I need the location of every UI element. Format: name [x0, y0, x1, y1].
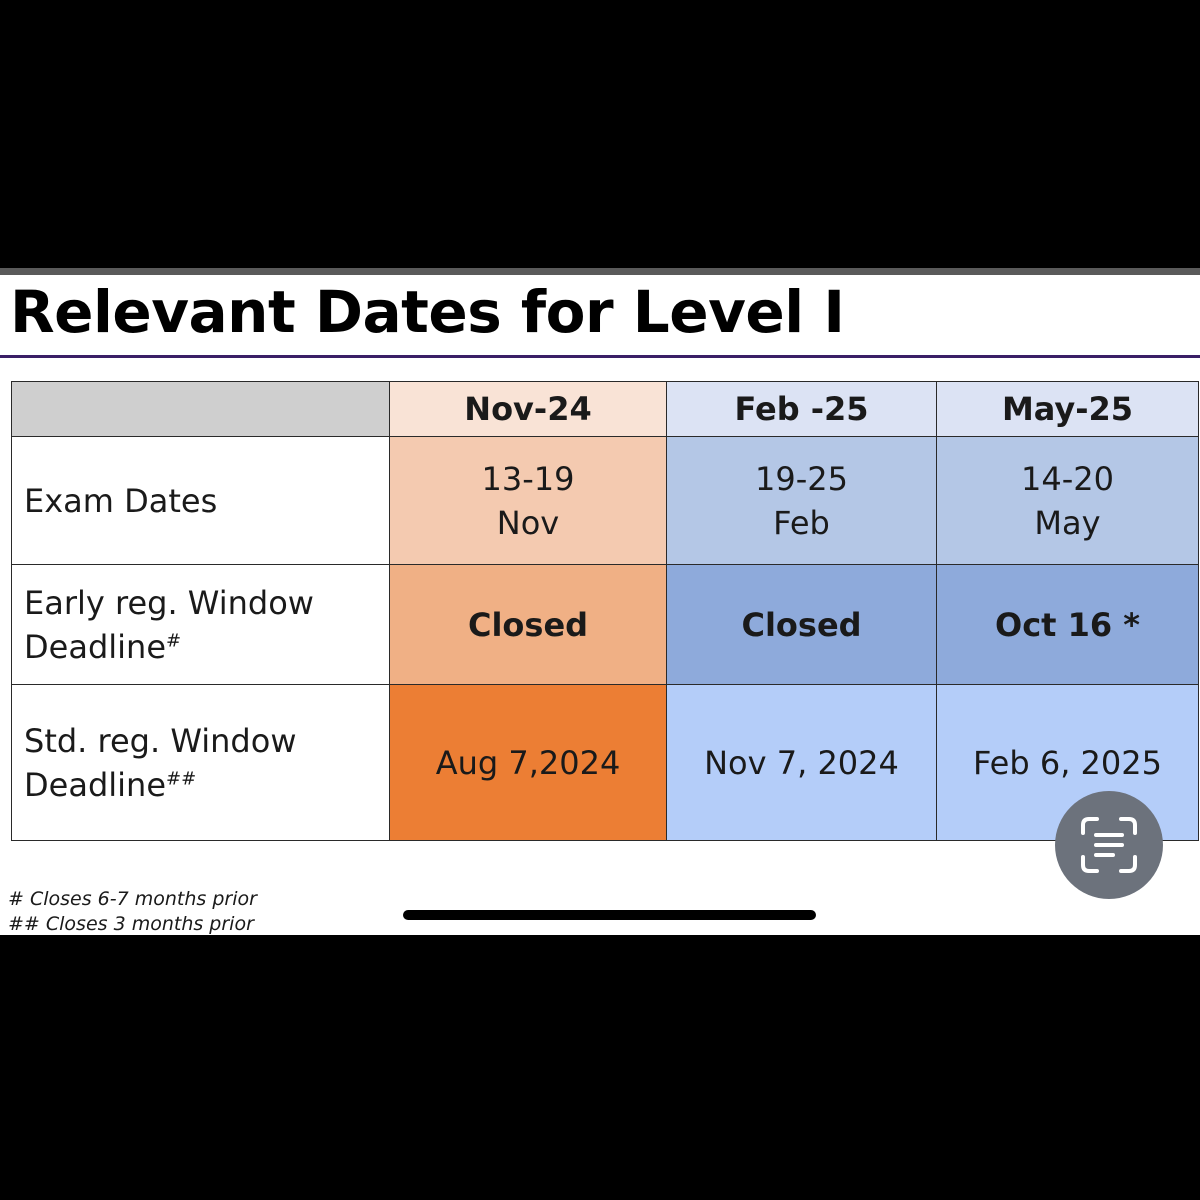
header-may-25: May-25 — [937, 382, 1199, 437]
row-label-std-reg: Std. reg. Window Deadline## — [12, 685, 390, 841]
table-row-std-reg — [12, 685, 1199, 841]
footnote-2: ## Closes 3 months prior — [8, 913, 254, 935]
cell-std-reg-nov: Aug 7,2024 — [390, 685, 667, 841]
cell-early-reg-feb: Closed — [667, 565, 937, 685]
title-divider — [0, 355, 1200, 358]
header-row — [12, 382, 1199, 437]
cell-early-reg-nov: Closed — [390, 565, 667, 685]
table-row-early-reg — [12, 565, 1199, 685]
row-label-exam-dates: Exam Dates — [12, 437, 390, 565]
home-indicator[interactable] — [403, 910, 816, 920]
cell-exam-dates-may: 14-20 May — [937, 437, 1199, 565]
header-blank-cell — [12, 382, 390, 437]
slide-top-border — [0, 268, 1200, 275]
header-nov-24: Nov-24 — [390, 382, 667, 437]
live-text-scan-button[interactable] — [1055, 791, 1163, 899]
row-label-early-reg: Early reg. Window Deadline# — [12, 565, 390, 685]
slide-title: Relevant Dates for Level I — [10, 278, 845, 346]
live-text-scan-icon — [1079, 815, 1139, 875]
header-feb-25: Feb -25 — [667, 382, 937, 437]
cell-exam-dates-nov: 13-19 Nov — [390, 437, 667, 565]
cell-early-reg-may: Oct 16 * — [937, 565, 1199, 685]
cell-std-reg-may: Feb 6, 2025 — [937, 685, 1199, 841]
dates-table — [11, 381, 1199, 841]
slide — [0, 268, 1200, 935]
cell-std-reg-feb: Nov 7, 2024 — [667, 685, 937, 841]
footnote-1: # Closes 6-7 months prior — [8, 888, 257, 910]
table-row-exam-dates — [12, 437, 1199, 565]
cell-exam-dates-feb: 19-25 Feb — [667, 437, 937, 565]
